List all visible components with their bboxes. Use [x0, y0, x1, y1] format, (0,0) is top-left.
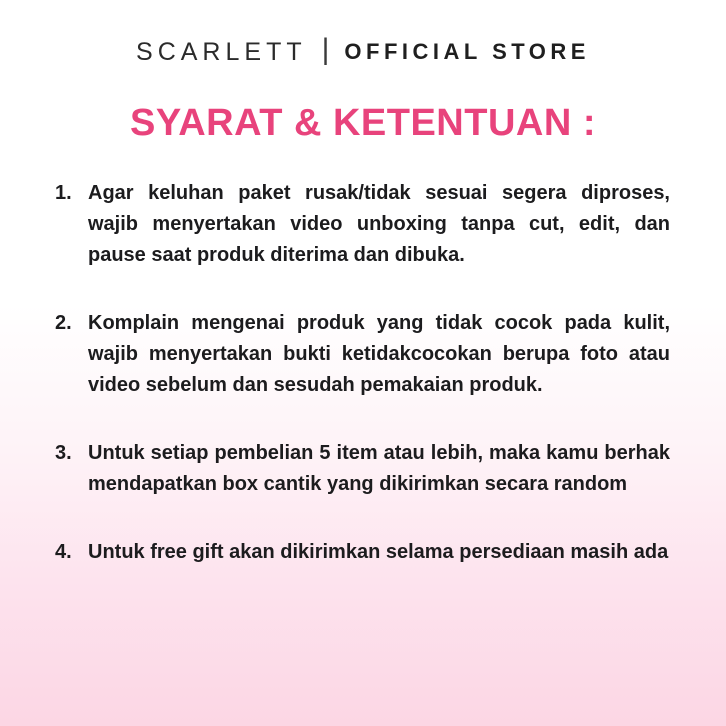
term-text: Untuk setiap pembelian 5 item atau lebih, maka kamu berhak mendapatkan box cantik yang dikirimkan secara random	[88, 442, 670, 495]
term-text: Komplain mengenai produk yang tidak cocok pada kulit, wajib menyertakan bukti ketidakcocokan berupa foto atau video sebelum dan sesudah pemakaian produk.	[88, 312, 670, 396]
brand-divider: |	[321, 33, 330, 66]
terms-list	[55, 178, 670, 568]
term-item-3	[55, 438, 670, 500]
brand-name: SCARLETT	[136, 37, 307, 66]
brand-header	[0, 0, 726, 67]
store-label: OFFICIAL STORE	[344, 39, 590, 64]
term-item-1	[55, 178, 670, 271]
term-item-4	[55, 537, 670, 568]
term-number: 1.	[55, 182, 72, 204]
term-number: 4.	[55, 541, 72, 563]
term-text: Untuk free gift akan dikirimkan selama persediaan masih ada	[88, 541, 669, 563]
term-number: 3.	[55, 442, 72, 464]
term-text: Agar keluhan paket rusak/tidak sesuai segera diproses, wajib menyertakan video unboxing tanpa cut, edit, dan pause saat produk diterima dan dibuka.	[88, 182, 670, 266]
page-title: SYARAT & KETENTUAN :	[129, 102, 597, 144]
term-item-2	[55, 308, 670, 401]
term-number: 2.	[55, 312, 72, 334]
